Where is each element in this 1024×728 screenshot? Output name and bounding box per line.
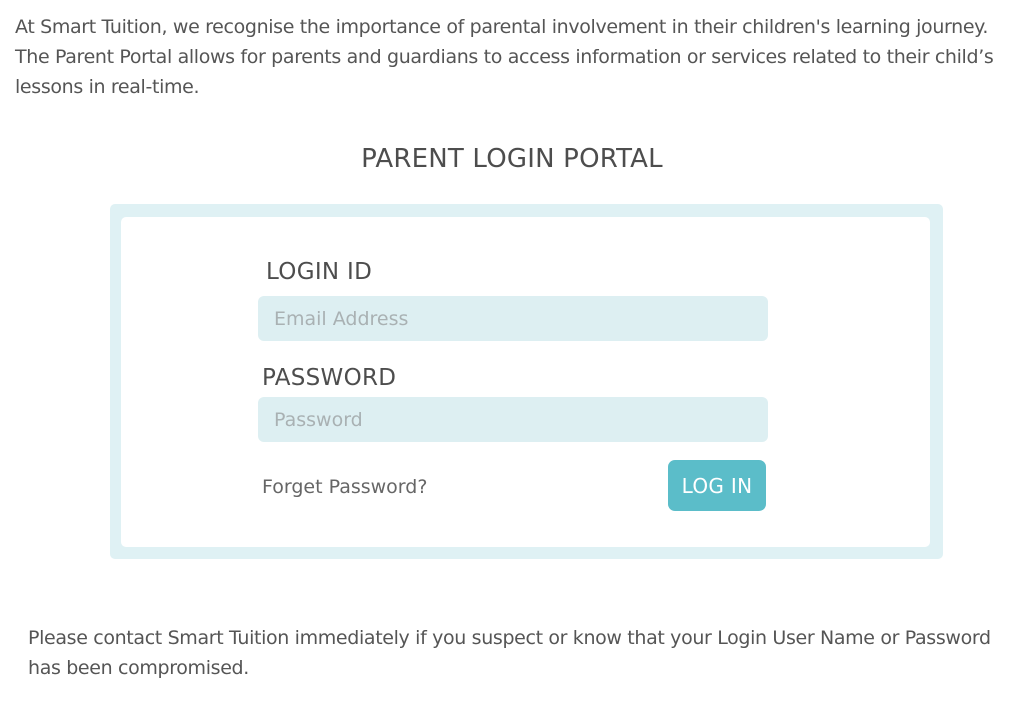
- forget-password-link[interactable]: Forget Password?: [262, 476, 428, 498]
- page-title: PARENT LOGIN PORTAL: [361, 144, 663, 174]
- login-panel: [110, 204, 943, 559]
- intro-paragraph: At Smart Tuition, we recognise the importance of parental involvement in their children's learning journey. The Parent Portal allows for parents and guardians to access information or services related to their child’s lessons in real-time.: [15, 16, 994, 98]
- login-button[interactable]: LOG IN: [668, 460, 766, 511]
- email-field[interactable]: [258, 296, 768, 341]
- login-id-label: LOGIN ID: [266, 259, 373, 285]
- password-label: PASSWORD: [262, 365, 397, 391]
- security-notice: Please contact Smart Tuition immediately if you suspect or know that your Login User Name or Password has been compromised.: [28, 627, 991, 679]
- password-field[interactable]: [258, 397, 768, 442]
- login-form: [121, 217, 930, 547]
